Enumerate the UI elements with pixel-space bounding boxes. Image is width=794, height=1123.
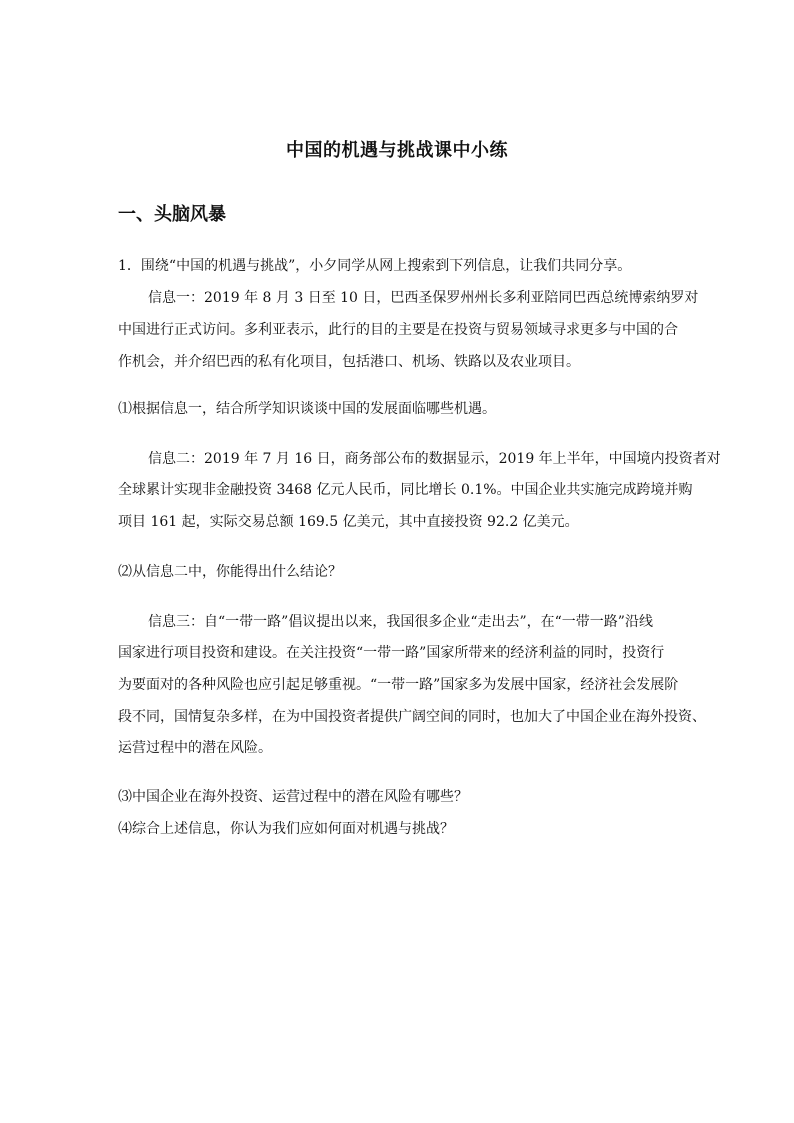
info3-line-5: 运营过程中的潜在风险。 — [118, 740, 272, 756]
question-2: ⑵从信息二中，你能得出什么结论？ — [118, 564, 342, 580]
question-1: ⑴根据信息一，结合所学知识谈谈中国的发展面临哪些机遇。 — [118, 401, 496, 417]
info2-line-1: 信息二：2019 年 7 月 16 日，商务部公布的数据显示，2019 年上半年，中国境内投资者对 — [148, 451, 721, 467]
info3-line-2: 国家进行项目投资和建设。在关注投资“一带一路”国家所带来的经济利益的同时，投资行 — [118, 645, 665, 661]
info1-line-1: 信息一：2019 年 8 月 3 日至 10 日，巴西圣保罗州州长多利亚陪同巴西总统博索纳罗对 — [148, 290, 699, 306]
info3-line-1: 信息三：自“一带一路”倡议提出以来，我国很多企业“走出去”，在“一带一路”沿线 — [148, 614, 653, 630]
info3-line-3: 为要面对的各种风险也应引起足够重视。“一带一路”国家多为发展中国家，经济社会发展阶 — [118, 677, 679, 693]
document-title: 中国的机遇与挑战课中小练 — [286, 140, 508, 161]
question-3: ⑶中国企业在海外投资、运营过程中的潜在风险有哪些？ — [118, 789, 468, 805]
info2-line-2: 全球累计实现非金融投资 3468 亿元人民币，同比增长 0.1%。中国企业共实施完成跨境并购 — [118, 482, 693, 498]
info1-line-3: 作机会，并介绍巴西的私有化项目，包括港口、机场、铁路以及农业项目。 — [118, 354, 580, 370]
section-heading: 一、头脑风暴 — [118, 204, 226, 225]
info3-line-4: 段不同，国情复杂多样，在为中国投资者提供广阔空间的同时，也加大了中国企业在海外投资、 — [118, 709, 706, 725]
question-4: ⑷综合上述信息，你认为我们应如何面对机遇与挑战？ — [118, 821, 454, 837]
info1-line-2: 中国进行正式访问。多利亚表示，此行的目的主要是在投资与贸易领域寻求更多与中国的合 — [118, 322, 678, 338]
info2-line-3: 项目 161 起，实际交易总额 169.5 亿美元，其中直接投资 92.2 亿美元。 — [118, 514, 579, 530]
question-intro: 1．围绕“中国的机遇与挑战”，小夕同学从网上搜索到下列信息，让我们共同分享。 — [118, 258, 632, 274]
